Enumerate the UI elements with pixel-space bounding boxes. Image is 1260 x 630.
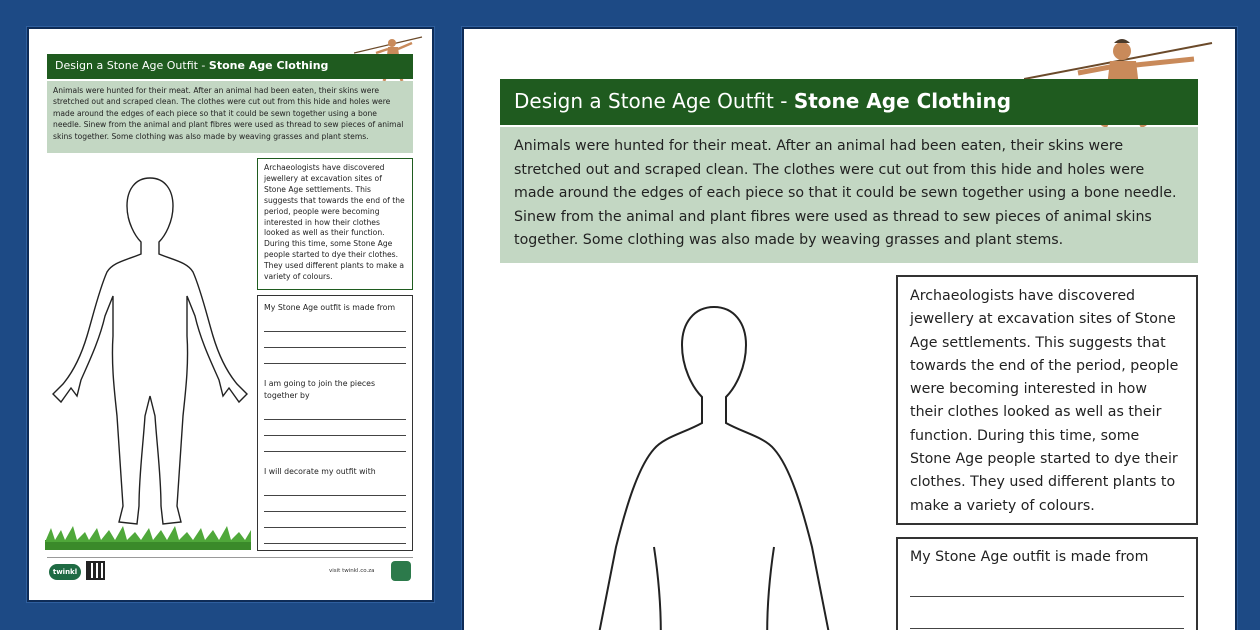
qr-code-icon [86,561,105,580]
prompt-material: My Stone Age outfit is made from [264,303,396,312]
worksheet-title [500,79,1198,125]
intro-text: Animals were hunted for their meat. After an animal had been eaten, their skins were stretched out and scraped clean. The clothes were cut out from this hide and holes were made around the edges of each piece so that it could be sewn together using a bone needle. Sinew from the animal and plant fibres were used as thread to sew pieces of animal skins together. Some clothing was also made by weaving grasses and plant stems. [500,127,1198,263]
answer-line[interactable] [910,597,1184,629]
answer-line[interactable] [264,332,406,348]
footer-url: visit twinkl.co.za [329,568,375,574]
fact-box: Archaeologists have discovered jewellery at excavation sites of Stone Age settlements. This suggests that towards the end of the period, people were becoming interested in how their clothes looked as well as their function. During this time, some Stone Age people started to dye their clothes. They used different plants to make a variety of colours. [257,158,413,290]
worksheet-zoomed[interactable] [462,27,1237,630]
answer-line[interactable] [910,565,1184,597]
answer-line[interactable] [264,528,406,544]
body-outline-icon [47,166,253,538]
answer-line[interactable] [264,348,406,364]
writing-box [257,295,413,551]
title-bold: Stone Age Clothing [208,59,329,72]
body-outline-icon [544,287,884,630]
grass-icon [45,526,251,550]
title-plain: Design a Stone Age Outfit - [55,59,209,72]
title-plain: Design a Stone Age Outfit - [514,89,794,113]
footer-divider [47,557,413,558]
worksheet-thumbnail[interactable] [27,27,434,602]
answer-line[interactable] [264,404,406,420]
answer-line[interactable] [264,420,406,436]
answer-line[interactable] [264,316,406,332]
answer-line[interactable] [264,436,406,452]
writing-box [896,537,1198,630]
intro-text: Animals were hunted for their meat. After an animal had been eaten, their skins were stretched out and scraped clean. The clothes were cut out from this hide and holes were made around the edges of each piece so that it could be sewn together using a bone needle. Sinew from the animal and plant fibres were used as thread to sew pieces of animal skins together. Some clothing was also made by weaving grasses and plant stems. [47,81,413,153]
answer-line[interactable] [264,496,406,512]
twinkl-logo: twinkl [49,564,81,580]
answer-line[interactable] [264,480,406,496]
answer-line[interactable] [264,512,406,528]
worksheet-title [47,54,413,79]
fact-box: Archaeologists have discovered jewellery at excavation sites of Stone Age settlements. This suggests that towards the end of the period, people were becoming interested in how their clothes looked as well as their function. During this time, some Stone Age people started to dye their clothes. They used different plants to make a variety of colours. [896,275,1198,525]
prompt-material: My Stone Age outfit is made from [910,549,1149,565]
prompt-decorate: I will decorate my outfit with [264,467,376,476]
prompt-join: I am going to join the pieces together by [264,379,376,400]
badge-icon [391,561,411,581]
title-bold: Stone Age Clothing [793,89,1012,113]
